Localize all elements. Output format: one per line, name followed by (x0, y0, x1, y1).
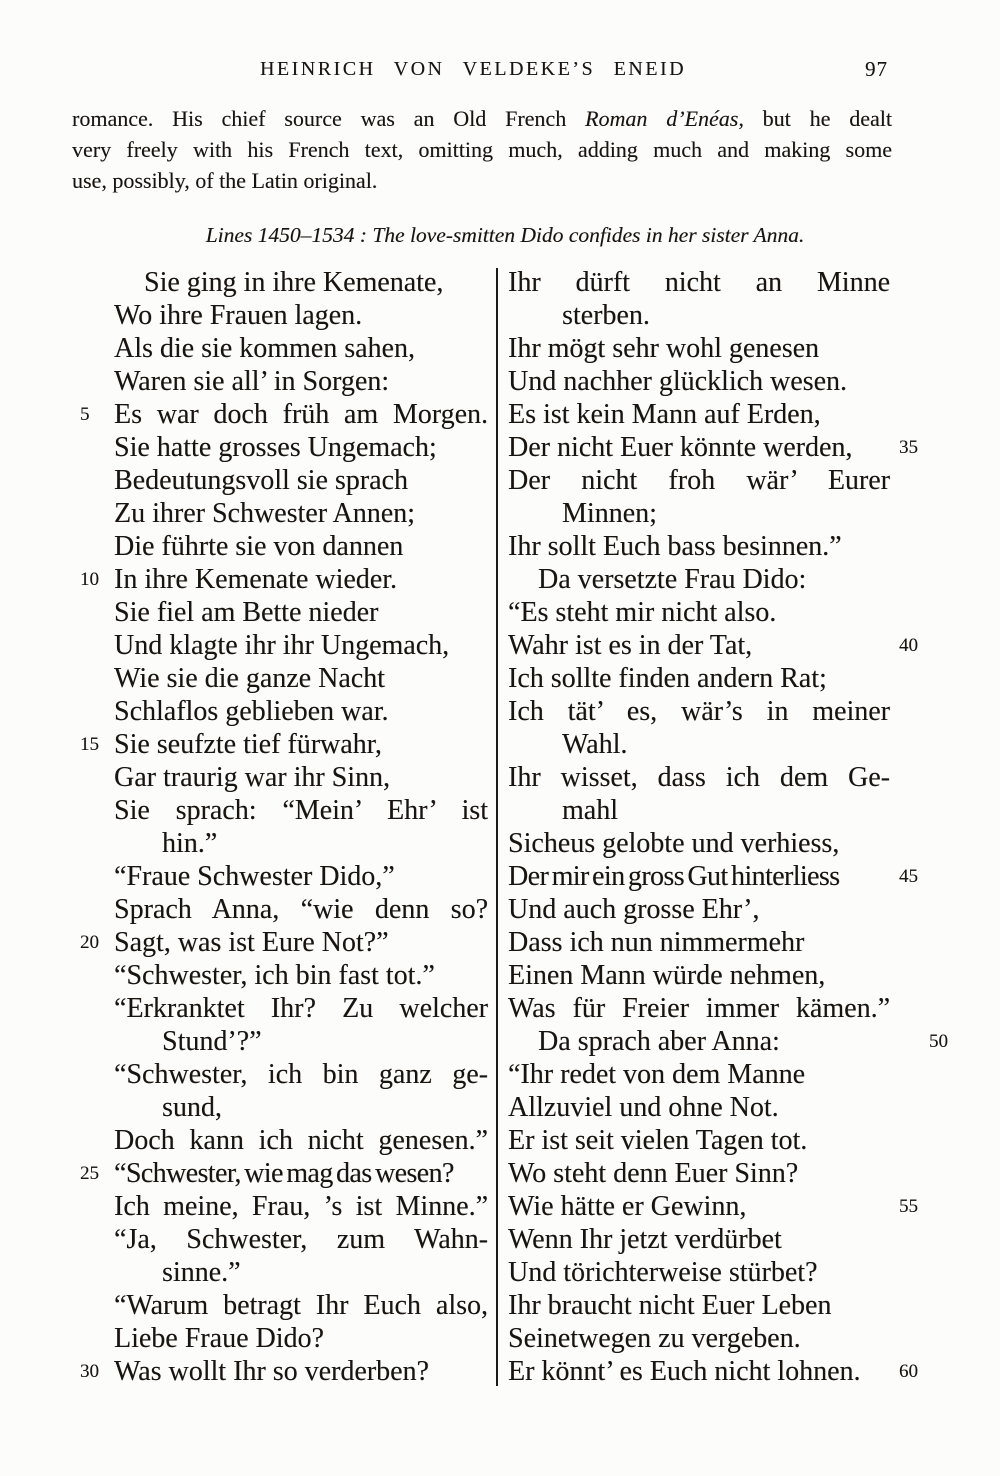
verse-text: Ihr dürft nicht an Minne (508, 267, 890, 298)
line-number (72, 596, 114, 629)
line-number (890, 959, 930, 992)
verse-text: “Ihr redet von dem Manne (508, 1059, 805, 1090)
verse-line (508, 860, 932, 893)
verse-text: Der nicht Euer könnte werden, (508, 432, 853, 463)
prose-text: but he dealt (743, 106, 893, 131)
verse-text: Sie seufzte tief fürwahr, (114, 729, 382, 760)
line-number: 55 (899, 1196, 918, 1217)
line-number (944, 728, 984, 761)
verse-line (72, 398, 488, 431)
line-number (72, 992, 114, 1025)
verse-text: Ich sollte finden andern Rat; (508, 663, 827, 694)
line-number (72, 1289, 114, 1322)
verse-text: Ihr mögt sehr wohl genesen (508, 333, 820, 364)
verse-text: hin.” (162, 828, 218, 859)
line-number (920, 563, 960, 596)
line-number (72, 332, 114, 365)
verse-line (72, 728, 488, 761)
verse-text: Zu ihrer Schwester Annen; (114, 498, 415, 529)
verse-text: Und nachher glücklich wesen. (508, 366, 847, 397)
line-number (72, 1091, 114, 1124)
verse-text: Dass ich nun nimmermehr (508, 927, 805, 958)
line-number (72, 1256, 114, 1289)
verse-line (508, 299, 932, 332)
verse-text: Sagt, was ist Eure Not?” (114, 927, 389, 958)
verse-line (508, 398, 932, 431)
verse-text: Ihr sollt Euch bass besinnen.” (508, 531, 842, 562)
verse-text: Die führte sie von dannen (114, 531, 404, 562)
line-number (944, 299, 984, 332)
verse-text: Wo steht denn Euer Sinn? (508, 1158, 799, 1189)
line-number (944, 794, 984, 827)
line-number (890, 1256, 930, 1289)
verse-text: mahl (562, 795, 618, 826)
verse-text: Was wollt Ihr so verderben? (114, 1356, 429, 1387)
verse-text: “Warum betragt Ihr Euch also, (114, 1290, 488, 1321)
line-number (890, 596, 930, 629)
line-number (890, 695, 930, 728)
line-number (72, 266, 114, 299)
verse-line (72, 1256, 488, 1289)
verse-text: sund, (162, 1092, 222, 1123)
line-number: 45 (899, 866, 918, 887)
verse-line (508, 530, 932, 563)
verse-line (72, 761, 488, 794)
line-number: 20 (80, 932, 99, 953)
verse-text: Ihr braucht nicht Euer Leben (508, 1290, 832, 1321)
verse-text: Ich tät’ es, wär’s in meiner (508, 696, 890, 727)
verse-line (508, 893, 932, 926)
verse-line (508, 1289, 932, 1322)
section-heading: Lines 1450–1534 : The love-smitten Dido confides in her sister Anna. (205, 223, 805, 247)
line-number (890, 1157, 930, 1190)
verse-text: Wo ihre Frauen lagen. (114, 300, 363, 331)
verse-text: Minnen; (562, 498, 657, 529)
line-number (72, 860, 114, 893)
verse-line (508, 464, 932, 497)
verse-line (72, 266, 488, 299)
verse-line (72, 464, 488, 497)
verse-text: Stund’?” (162, 1026, 262, 1057)
verse-text: Sprach Anna, “wie denn so? (114, 894, 488, 925)
line-number (944, 497, 984, 530)
verse-line (72, 1025, 488, 1058)
verse-line (72, 695, 488, 728)
verse-line (72, 596, 488, 629)
verse-text: Er ist seit vielen Tagen tot. (508, 1125, 808, 1156)
line-number (72, 1124, 114, 1157)
verse-text: Und törichterweise stürbet? (508, 1257, 818, 1288)
verse-text: Da versetzte Frau Dido: (538, 564, 807, 595)
verse-line (508, 1355, 932, 1388)
verse-line (508, 1124, 932, 1157)
verse-text: Der nicht froh wär’ Eurer (508, 465, 890, 496)
line-number (890, 1322, 930, 1355)
line-number (72, 497, 114, 530)
running-head (72, 58, 928, 90)
line-number: 40 (899, 635, 918, 656)
line-number (890, 1124, 930, 1157)
verse-text: Gar traurig war ihr Sinn, (114, 762, 391, 793)
verse-text: sinne.” (162, 1257, 241, 1288)
verse-line (508, 794, 932, 827)
verse-line (72, 431, 488, 464)
verse-column-left (72, 266, 488, 1388)
verse-text: Wenn Ihr jetzt verdürbet (508, 1224, 782, 1255)
verse-text: Es ist kein Mann auf Erden, (508, 399, 821, 430)
line-number (890, 1289, 930, 1322)
verse-column-right (508, 266, 948, 1388)
line-number (72, 1025, 114, 1058)
verse-line (508, 431, 932, 464)
line-number (72, 464, 114, 497)
verse-line (72, 299, 488, 332)
verse-line (508, 1058, 932, 1091)
verse-text: Als die sie kommen sahen, (114, 333, 415, 364)
verse-line (72, 1322, 488, 1355)
prose-text: romance. His chief source was an Old French (72, 106, 586, 131)
verse-line (72, 497, 488, 530)
verse-line (72, 827, 488, 860)
verse-text: “Es steht mir nicht also. (508, 597, 777, 628)
line-number (890, 365, 930, 398)
verse-text: In ihre Kemenate wieder. (114, 564, 397, 595)
verse-line (72, 629, 488, 662)
verse-text: Bedeutungsvoll sie sprach (114, 465, 408, 496)
verse-text: Liebe Fraue Dido? (114, 1323, 324, 1354)
page-header-title: HEINRICH VON VELDEKE’S ENEID (259, 58, 687, 80)
line-number (72, 695, 114, 728)
verse-text: “Erkranktet Ihr? Zu welcher (114, 993, 488, 1024)
line-number (890, 530, 930, 563)
verse-text: Allzuviel und ohne Not. (508, 1092, 779, 1123)
verse-text: sterben. (562, 300, 650, 331)
verse-line (508, 332, 932, 365)
verse-line (72, 1289, 488, 1322)
verse-line (72, 1190, 488, 1223)
verse-line (72, 926, 488, 959)
verse-line (508, 959, 932, 992)
verse-line (72, 992, 488, 1025)
verse-text: “Schwester, ich bin ganz ge- (114, 1059, 488, 1090)
page-number: 97 (865, 57, 888, 81)
verse-text: Und klagte ihr ihr Ungemach, (114, 630, 450, 661)
line-number (72, 365, 114, 398)
prose-line (72, 103, 892, 134)
line-number (890, 992, 930, 1025)
line-number (890, 398, 930, 431)
verse-line (508, 1322, 932, 1355)
line-number (72, 431, 114, 464)
line-number (72, 1190, 114, 1223)
intro-paragraph (72, 103, 892, 196)
verse-text: Sie hatte grosses Ungemach; (114, 432, 437, 463)
verse-text: Doch kann ich nicht genesen.” (114, 1125, 488, 1156)
verse-line (508, 1223, 932, 1256)
verse-text: Schlaflos geblieben war. (114, 696, 389, 727)
line-number (890, 761, 930, 794)
line-number (890, 1058, 930, 1091)
line-number (72, 761, 114, 794)
verse-text: Was für Freier immer kämen.” (508, 993, 890, 1024)
verse-line (72, 959, 488, 992)
line-number: 15 (80, 734, 99, 755)
verse-text: Seinetwegen zu vergeben. (508, 1323, 801, 1354)
verse-line (72, 563, 488, 596)
verse-text: Wie sie die ganze Nacht (114, 663, 385, 694)
line-number: 5 (80, 404, 90, 425)
verse-text: Ihr wisset, dass ich dem Ge- (508, 762, 890, 793)
verse-line (508, 266, 932, 299)
verse-text: Wahl. (562, 729, 628, 760)
verse-text: “Fraue Schwester Dido,” (114, 861, 395, 892)
verse-line (508, 1157, 932, 1190)
line-number (72, 959, 114, 992)
verse-line (72, 1355, 488, 1388)
verse-line (508, 662, 932, 695)
line-number: 35 (899, 437, 918, 458)
verse-line (508, 1025, 948, 1058)
verse-line (508, 365, 932, 398)
verse-line (508, 728, 932, 761)
verse-text: Wie hätte er Gewinn, (508, 1191, 747, 1222)
verse-line (508, 1091, 932, 1124)
verse-line (72, 1124, 488, 1157)
verse-text: Waren sie all’ in Sorgen: (114, 366, 390, 397)
line-number: 30 (80, 1361, 99, 1382)
line-number (890, 893, 930, 926)
verse-line (508, 926, 932, 959)
verse-line (72, 1058, 488, 1091)
verse-line (72, 794, 488, 827)
verse-line (72, 662, 488, 695)
verse-line (508, 563, 932, 596)
verse-text: Sie ging in ihre Kemenate, (144, 267, 444, 298)
verse-text: Da sprach aber Anna: (538, 1026, 780, 1057)
verse-line (508, 695, 932, 728)
line-number (72, 629, 114, 662)
verse-line (72, 1091, 488, 1124)
verse-text: Und auch grosse Ehr’, (508, 894, 760, 925)
line-number (890, 926, 930, 959)
verse-line (508, 629, 932, 662)
line-number: 60 (899, 1361, 918, 1382)
book-title-italic: Roman d’Enéas, (585, 106, 744, 131)
line-number (72, 1058, 114, 1091)
verse-line (72, 530, 488, 563)
line-number (890, 827, 930, 860)
verse-line (72, 1223, 488, 1256)
line-number: 25 (80, 1163, 99, 1184)
verse-line (508, 1256, 932, 1289)
line-number (890, 1091, 930, 1124)
verse-line (508, 761, 932, 794)
prose-line: use, possibly, of the Latin original. (72, 168, 378, 193)
verse-text: Sie fiel am Bette nieder (114, 597, 379, 628)
verse-text: Der mir ein gross Gut hinterliess (508, 861, 840, 892)
line-number (72, 530, 114, 563)
verse-line (508, 827, 932, 860)
verse-line (72, 332, 488, 365)
line-number (72, 827, 114, 860)
line-number (890, 332, 930, 365)
verse-line (508, 1190, 932, 1223)
verse-text: Sie sprach: “Mein’ Ehr’ ist (114, 795, 488, 826)
verse-line (508, 596, 932, 629)
line-number (72, 1322, 114, 1355)
line-number (72, 794, 114, 827)
verse-text: Wahr ist es in der Tat, (508, 630, 753, 661)
line-number (890, 464, 930, 497)
verse-text: “Schwester, ich bin fast tot.” (114, 960, 435, 991)
column-divider-rule (496, 268, 498, 1386)
verse-text: Er könnt’ es Euch nicht lohnen. (508, 1356, 861, 1387)
line-number (72, 662, 114, 695)
line-number (72, 893, 114, 926)
verse-text: “Ja, Schwester, zum Wahn- (114, 1224, 488, 1255)
line-number: 10 (80, 569, 99, 590)
line-number: 50 (929, 1031, 948, 1052)
verse-line (72, 860, 488, 893)
line-number (890, 662, 930, 695)
verse-text: Sicheus gelobte und verhiess, (508, 828, 840, 859)
line-number (72, 299, 114, 332)
prose-line: very freely with his French text, omitting much, adding much and making some (72, 137, 892, 162)
verse-line (508, 497, 932, 530)
verse-line (508, 992, 932, 1025)
line-number (890, 266, 930, 299)
verse-line (72, 365, 488, 398)
line-number (72, 1223, 114, 1256)
verse-text: “Schwester, wie mag das wesen? (114, 1158, 454, 1189)
verse-line (72, 893, 488, 926)
verse-text: Ich meine, Frau, ’s ist Minne.” (114, 1191, 488, 1222)
verse-line (72, 1157, 488, 1190)
line-number (890, 1223, 930, 1256)
verse-text: Es war doch früh am Morgen. (114, 399, 488, 430)
verse-text: Einen Mann würde nehmen, (508, 960, 826, 991)
